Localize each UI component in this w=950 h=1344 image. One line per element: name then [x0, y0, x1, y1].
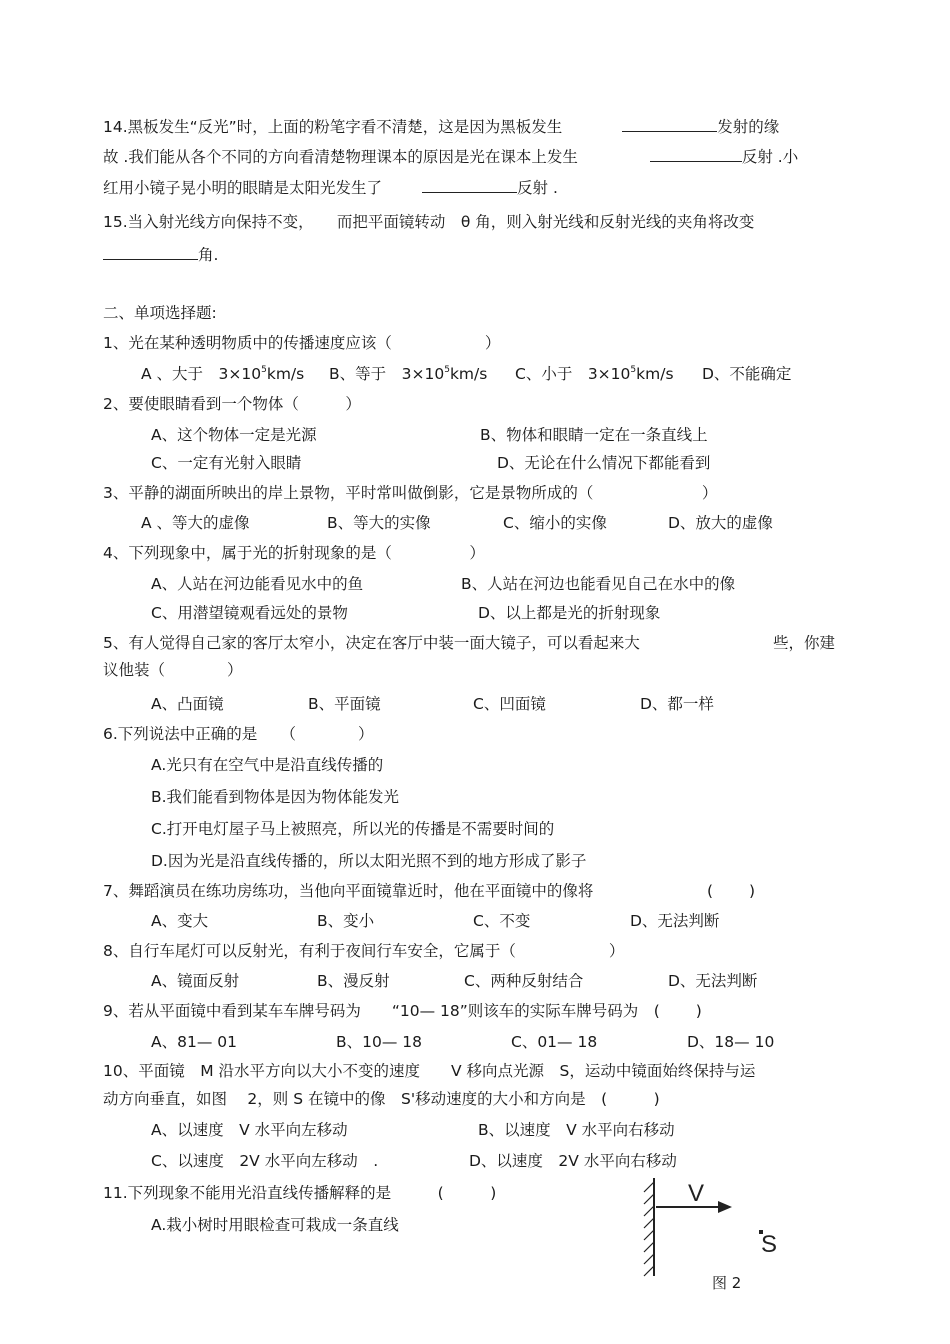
mc4-option-d[interactable]: D、以上都是光的折射现象: [478, 604, 661, 622]
mc3-option-a[interactable]: A 、等大的虚像: [141, 514, 250, 532]
mc7-stem: 7、舞蹈演员在练功房练功，当他向平面镜靠近时，他在平面镜中的像将: [103, 882, 594, 900]
mc6-stem: 6.下列说法中正确的是 （ ）: [103, 725, 374, 743]
mc9-stem: 9、若从平面镜中看到某车车牌号码为 “10— 18”则该车的实际车牌号码为 ( ): [103, 1002, 702, 1020]
mc10-option-a[interactable]: A、以速度 V 水平向左移动: [151, 1121, 348, 1139]
velocity-label: V: [688, 1180, 705, 1207]
mc1-option-c[interactable]: C、小于 $3\times 10^5km/s$: [515, 365, 674, 383]
q14-line2: 故 .我们能从各个不同的方向看清楚物理课本的原因是光在课本上发生 反射 .小: [103, 148, 799, 166]
mc5-stem-line2: 议他装（ ）: [103, 661, 243, 679]
mc11-stem: 11.下列现象不能用光沿直线传播解释的是 ( ): [103, 1184, 497, 1202]
mc4-option-c[interactable]: C、用潜望镜观看远处的景物: [151, 604, 348, 622]
mc6-option-c[interactable]: C.打开电灯屋子马上被照亮，所以光的传播是不需要时间的: [151, 820, 555, 838]
mc6-option-d[interactable]: D.因为光是沿直线传播的，所以太阳光照不到的地方形成了影子: [151, 852, 587, 870]
mc6-option-b[interactable]: B.我们能看到物体是因为物体能发光: [151, 788, 400, 806]
mc10-stem-line1: 10、平面镜 M 沿水平方向以大小不变的速度 V 移向点光源 S，运动中镜面始终保持与运: [103, 1062, 756, 1080]
mc5-stem-line1: 5、有人觉得自己家的客厅太窄小，决定在客厅中装一面大镜子，可以看起来大: [103, 634, 640, 652]
mc10-option-b[interactable]: B、以速度 V 水平向右移动: [478, 1121, 675, 1139]
mc4-stem: 4、下列现象中，属于光的折射现象的是（ ）: [103, 544, 485, 562]
mc1-option-a[interactable]: A 、大于 $3\times 10^5km/s$: [141, 365, 305, 383]
mc1-option-b[interactable]: B、等于 $3\times 10^5km/s$: [329, 365, 488, 383]
mc8-option-a[interactable]: A、镜面反射: [151, 972, 240, 990]
mc7-answer-paren[interactable]: ( ): [707, 882, 756, 900]
mc9-option-c[interactable]: C、01— 18: [511, 1033, 598, 1051]
mc8-option-b[interactable]: B、漫反射: [317, 972, 390, 990]
mc8-stem: 8、自行车尾灯可以反射光，有利于夜间行车安全，它属于（ ）: [103, 942, 625, 960]
mc5-option-d[interactable]: D、都一样: [640, 695, 714, 713]
mc3-option-c[interactable]: C、缩小的实像: [503, 514, 607, 532]
mc7-option-b[interactable]: B、变小: [317, 912, 375, 930]
answer-blank[interactable]: [650, 146, 742, 162]
q15-line2: 角.: [103, 244, 218, 265]
mc5-option-a[interactable]: A、凸面镜: [151, 695, 224, 713]
figure-2-diagram: [620, 1172, 790, 1282]
mc5-stem-line1-end: 些，你建: [773, 634, 836, 652]
q14-line1: 14.黑板发生“反光”时，上面的粉笔字看不清楚，这是因为黑板发生 发射的缘: [103, 118, 780, 136]
mc10-stem-line2: 动方向垂直，如图 2，则 S 在镜中的像 S'移动速度的大小和方向是 ( ): [103, 1090, 660, 1108]
mc9-option-a[interactable]: A、81— 01: [151, 1033, 237, 1051]
mc2-stem: 2、要使眼睛看到一个物体（ ）: [103, 395, 361, 413]
mc3-option-b[interactable]: B、等大的实像: [327, 514, 431, 532]
mc6-option-a[interactable]: A.光只有在空气中是沿直线传播的: [151, 756, 384, 774]
q15-line1: 15.当入射光线方向保持不变， 而把平面镜转动 θ 角，则入射光线和反射光线的夹角将改变: [103, 213, 755, 231]
section-title: 二、单项选择题:: [103, 304, 217, 322]
answer-blank[interactable]: [103, 244, 198, 260]
mc5-option-c[interactable]: C、凹面镜: [473, 695, 546, 713]
mc1-option-d[interactable]: D、不能确定: [702, 365, 792, 383]
mc3-stem: 3、平静的湖面所映出的岸上景物，平时常叫做倒影，它是景物所成的（ ）: [103, 484, 718, 502]
mc2-option-a[interactable]: A、这个物体一定是光源: [151, 426, 317, 444]
mc3-option-d[interactable]: D、放大的虚像: [668, 514, 773, 532]
mc4-option-a[interactable]: A、人站在河边能看见水中的鱼: [151, 575, 364, 593]
mc10-option-c[interactable]: C、以速度 2V 水平向左移动 .: [151, 1152, 379, 1170]
mc2-option-c[interactable]: C、一定有光射入眼睛: [151, 454, 302, 472]
mc7-option-d[interactable]: D、无法判断: [630, 912, 720, 930]
point-source-label: S: [761, 1231, 778, 1258]
plane-mirror: [644, 1178, 654, 1276]
mc2-option-b[interactable]: B、物体和眼睛一定在一条直线上: [480, 426, 708, 444]
figure-caption: 图 2: [712, 1274, 742, 1292]
mc1-stem: 1、光在某种透明物质中的传播速度应该（ ）: [103, 334, 501, 352]
mc5-option-b[interactable]: B、平面镜: [308, 695, 381, 713]
mc4-option-b[interactable]: B、人站在河边也能看见自己在水中的像: [461, 575, 736, 593]
mc7-option-c[interactable]: C、不变: [473, 912, 531, 930]
mc9-option-d[interactable]: D、18— 10: [687, 1033, 775, 1051]
answer-blank[interactable]: [422, 177, 517, 193]
mc2-option-d[interactable]: D、无论在什么情况下都能看到: [497, 454, 711, 472]
mc8-option-c[interactable]: C、两种反射结合: [464, 972, 584, 990]
answer-blank[interactable]: [622, 116, 717, 132]
q14-line3: 红用小镜子晃小明的眼睛是太阳光发生了 反射 .: [103, 179, 558, 197]
mc8-option-d[interactable]: D、无法判断: [668, 972, 758, 990]
mc11-option-a[interactable]: A.栽小树时用眼检查可栽成一条直线: [151, 1216, 399, 1234]
mc9-option-b[interactable]: B、10— 18: [336, 1033, 423, 1051]
mc10-option-d[interactable]: D、以速度 2V 水平向右移动: [469, 1152, 677, 1170]
mc7-option-a[interactable]: A、变大: [151, 912, 209, 930]
